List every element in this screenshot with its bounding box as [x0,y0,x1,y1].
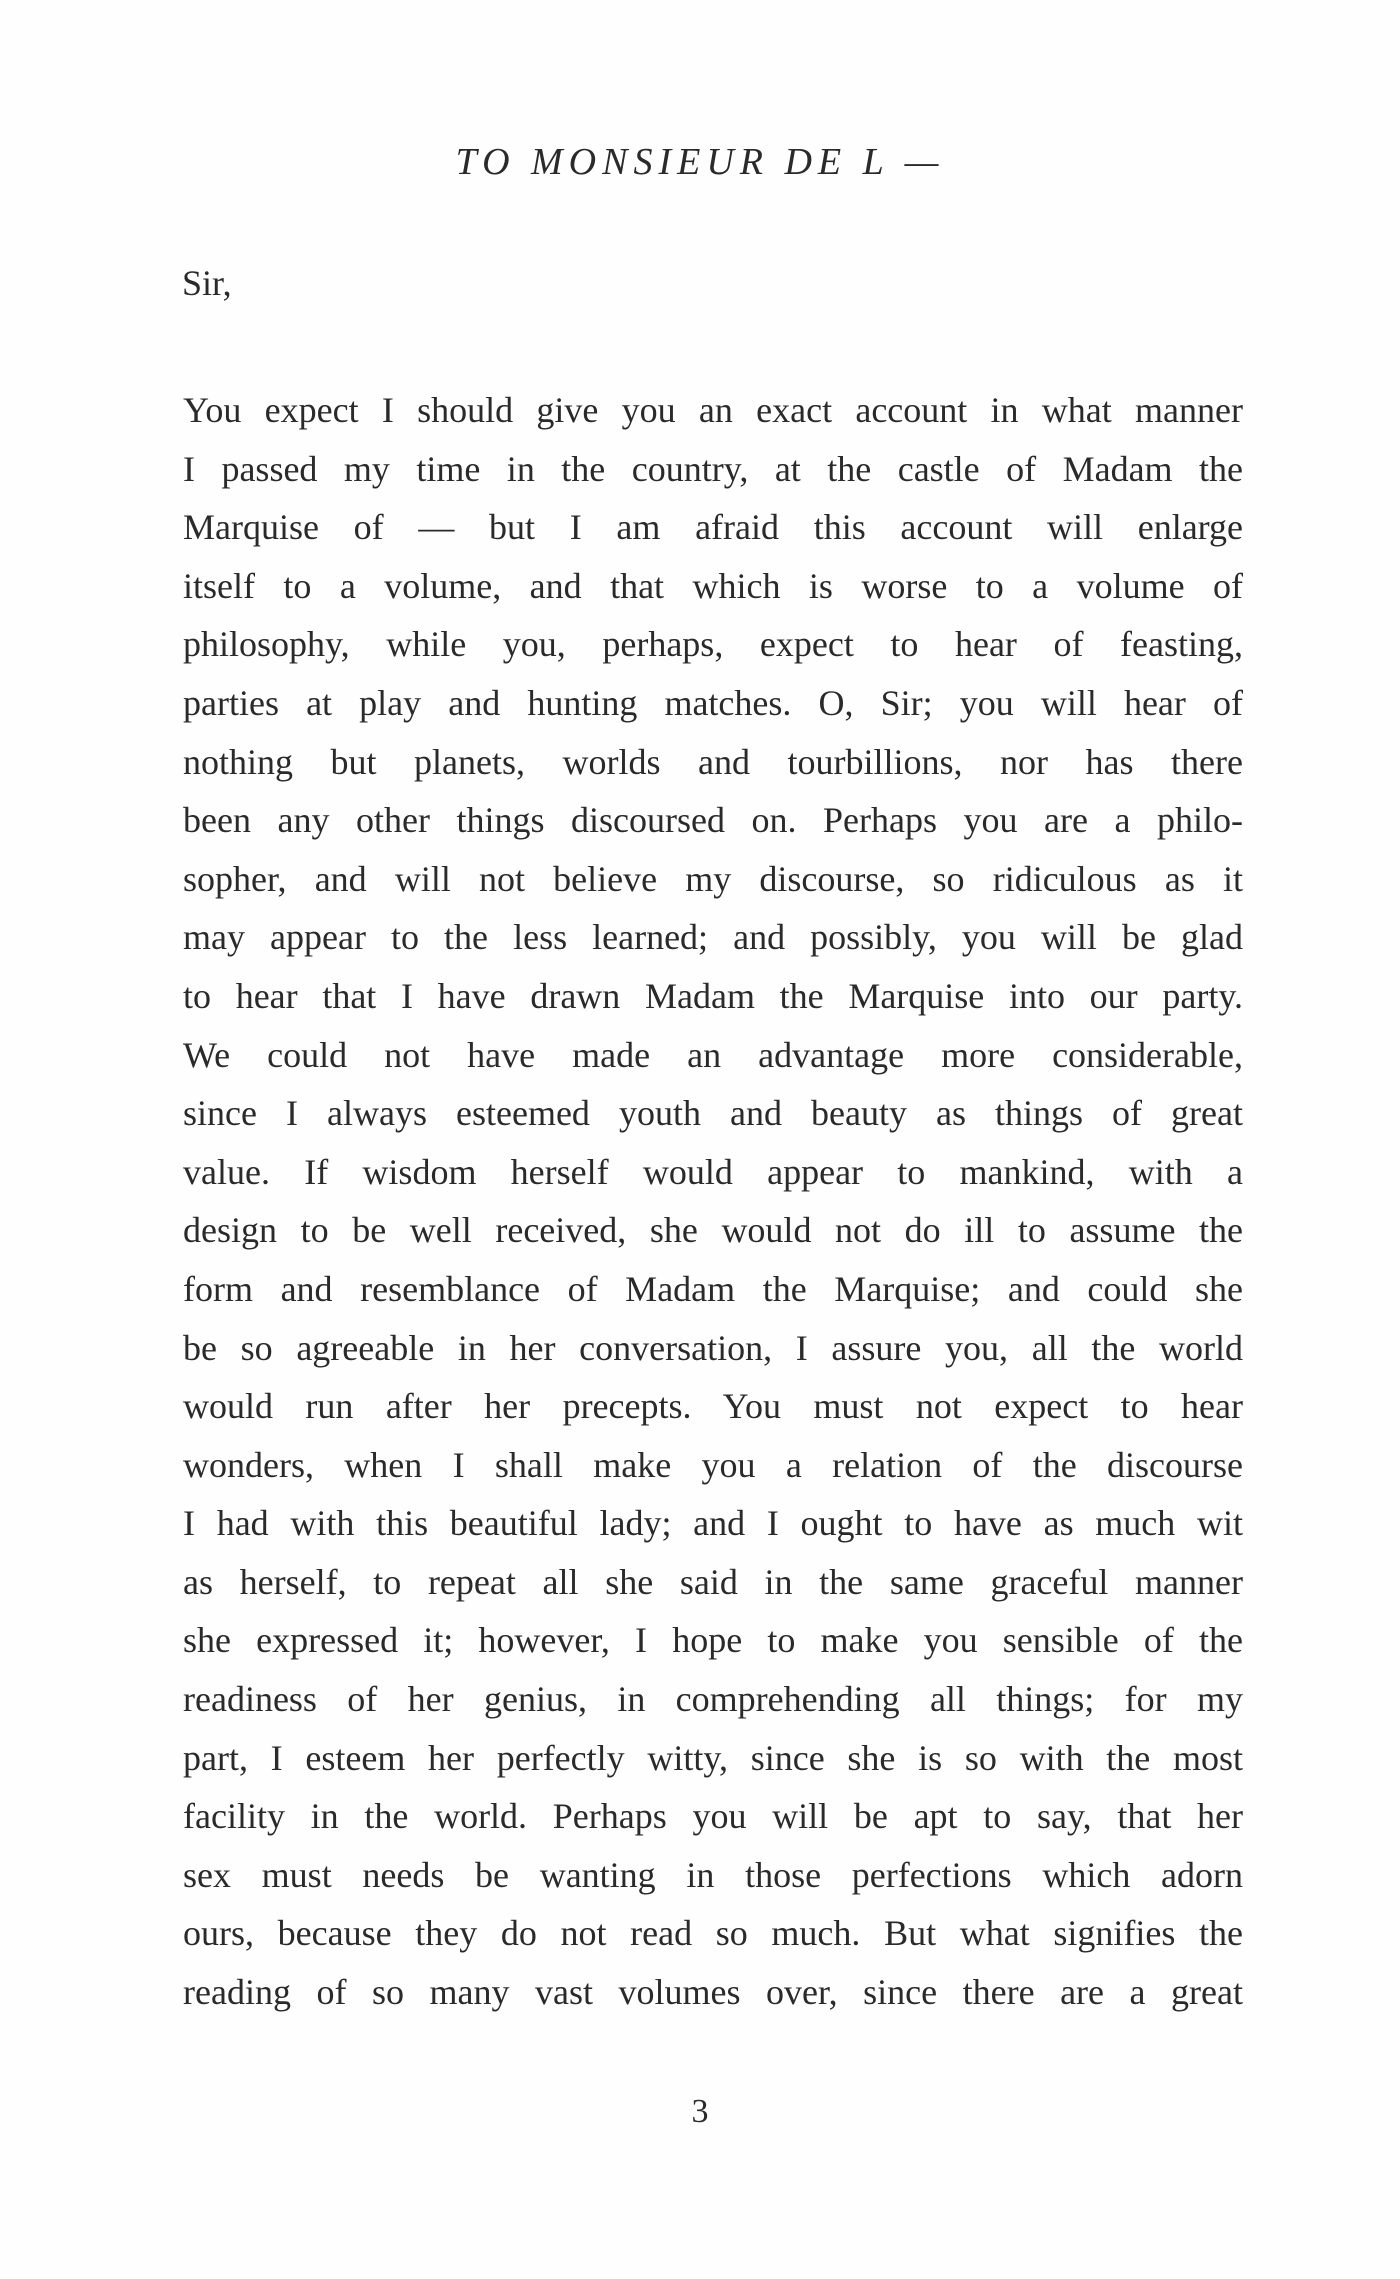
text-line: readiness of her genius, in comprehending all things; for my [183,1679,1243,1720]
text-line: We could not have made an advantage more considerable, [183,1034,1243,1075]
text-line: form and resemblance of Madam the Marquise; and could she [183,1268,1243,1309]
text-line: wonders, when I shall make you a relation of the discourse [183,1444,1243,1485]
page-number: 3 [691,2093,709,2130]
text-line: she expressed it; however, I hope to make you sensible of the [183,1620,1243,1661]
text-line: Marquise of — but I am afraid this account will enlarge [183,507,1243,548]
text-line: would run after her precepts. You must not expect to hear [183,1386,1243,1427]
text-line: philosophy, while you, perhaps, expect to hear of feasting, [183,624,1243,665]
text-line: sopher, and will not believe my discourse, so ridiculous as it [183,858,1243,899]
text-line: reading of so many vast volumes over, since there are a great [183,1972,1243,2013]
text-line: since I always esteemed youth and beauty as things of great [183,1093,1243,1134]
text-line: sex must needs be wanting in those perfections which adorn [183,1854,1243,1895]
text-line: ours, because they do not read so much. But what signifies the [183,1913,1243,1954]
text-line: part, I esteem her perfectly witty, since she is so with the most [183,1737,1243,1778]
text-line: I had with this beautiful lady; and I ought to have as much wit [183,1503,1243,1544]
text-line: You expect I should give you an exact account in what manner [183,390,1243,430]
text-line: value. If wisdom herself would appear to mankind, with a [183,1151,1243,1192]
letter-body [183,381,1243,2022]
text-line: I passed my time in the country, at the castle of Madam the [183,448,1243,489]
text-line: be so agreeable in her conversation, I assure you, all the world [183,1327,1243,1368]
text-line: nothing but planets, worlds and tourbillions, nor has there [183,741,1243,782]
text-line: facility in the world. Perhaps you will be apt to say, that her [183,1796,1243,1837]
chapter-title: TO MONSIEUR DE L — [455,141,945,183]
text-line: as herself, to repeat all she said in the same graceful manner [183,1561,1243,1602]
text-line: to hear that I have drawn Madam the Marquise into our party. [183,975,1243,1016]
text-line: been any other things discoursed on. Perhaps you are a philo- [183,800,1243,841]
text-line: design to be well received, she would not do ill to assume the [183,1210,1243,1251]
text-line: itself to a volume, and that which is worse to a volume of [183,565,1243,606]
letter-salutation: Sir, [182,263,232,303]
text-line: parties at play and hunting matches. O, Sir; you will hear of [183,682,1243,723]
text-line: may appear to the less learned; and possibly, you will be glad [183,917,1243,958]
